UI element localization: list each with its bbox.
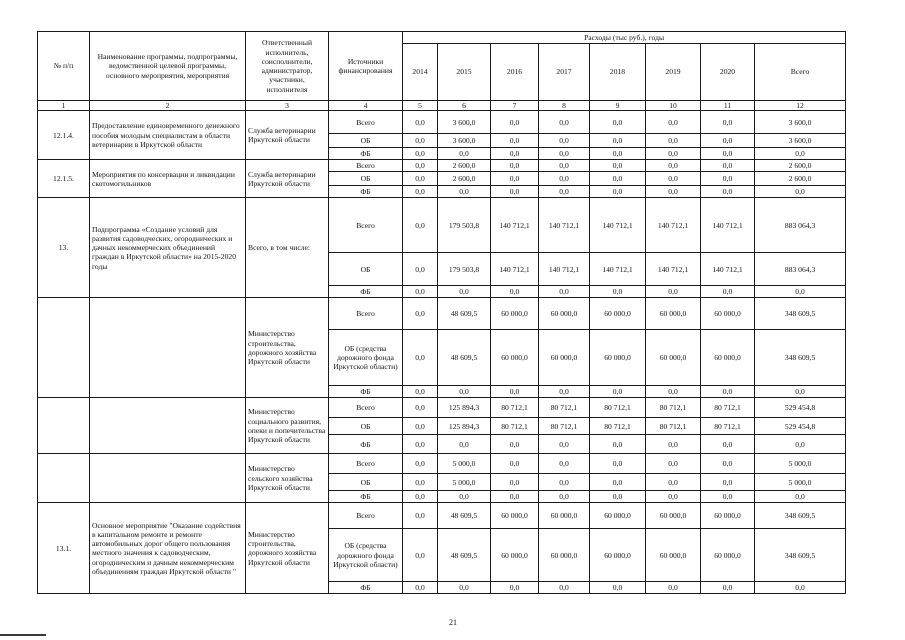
column-number: 5 bbox=[403, 101, 438, 111]
year-value-cell: 48 609,5 bbox=[438, 330, 491, 386]
year-value-cell: 0,0 bbox=[539, 111, 590, 134]
funding-source-cell: ОБ bbox=[329, 253, 403, 286]
year-value-cell: 60 000,0 bbox=[701, 298, 755, 330]
header-year: 2016 bbox=[491, 44, 539, 101]
year-value-cell: 0,0 bbox=[590, 491, 646, 503]
year-value-cell: 140 712,1 bbox=[539, 253, 590, 286]
header-year: 2017 bbox=[539, 44, 590, 101]
year-value-cell: 0,0 bbox=[646, 435, 701, 454]
year-value-cell: 0,0 bbox=[539, 148, 590, 160]
year-value-cell: 0,0 bbox=[590, 582, 646, 594]
year-value-cell: 0,0 bbox=[403, 529, 438, 582]
year-value-cell: 5 000,0 bbox=[438, 474, 491, 491]
year-value-cell: 80 712,1 bbox=[701, 418, 755, 435]
year-value-cell: 0,0 bbox=[701, 454, 755, 474]
year-value-cell: 60 000,0 bbox=[539, 529, 590, 582]
year-value-cell: 0,0 bbox=[403, 503, 438, 529]
row-number-cell: 13.1. bbox=[38, 503, 90, 594]
year-value-cell: 60 000,0 bbox=[701, 330, 755, 386]
year-value-cell: 0,0 bbox=[491, 582, 539, 594]
year-value-cell: 0,0 bbox=[701, 491, 755, 503]
column-number: 1 bbox=[38, 101, 90, 111]
total-value-cell: 348 609,5 bbox=[755, 529, 846, 582]
total-value-cell: 0,0 bbox=[755, 286, 846, 298]
page-number: 21 bbox=[449, 618, 457, 627]
year-value-cell: 0,0 bbox=[590, 386, 646, 398]
year-value-cell: 60 000,0 bbox=[646, 298, 701, 330]
funding-source-cell: Всего bbox=[329, 198, 403, 253]
year-value-cell: 0,0 bbox=[403, 111, 438, 134]
executor-cell: Служба ветеринарии Иркутской области bbox=[246, 111, 329, 160]
year-value-cell: 0,0 bbox=[539, 286, 590, 298]
funding-source-cell: Всего bbox=[329, 160, 403, 172]
year-value-cell: 0,0 bbox=[403, 198, 438, 253]
header-year: 2019 bbox=[646, 44, 701, 101]
program-name-cell: Подпрограмма «Создание условий для развития садоводческих, огороднических и дачных некоммерческих объединений граждан в Иркутской области» на 2015-2020 годы bbox=[90, 198, 246, 298]
table-row bbox=[38, 298, 846, 330]
funding-source-cell: ОБ bbox=[329, 474, 403, 491]
year-value-cell: 60 000,0 bbox=[701, 503, 755, 529]
year-value-cell: 0,0 bbox=[491, 474, 539, 491]
total-value-cell: 529 454,8 bbox=[755, 418, 846, 435]
header-year: 2014 bbox=[403, 44, 438, 101]
table-body bbox=[38, 111, 846, 594]
total-value-cell: 0,0 bbox=[755, 186, 846, 198]
funding-source-cell: ФБ bbox=[329, 435, 403, 454]
total-value-cell: 5 000,0 bbox=[755, 454, 846, 474]
funding-source-cell: Всего bbox=[329, 454, 403, 474]
year-value-cell: 179 503,8 bbox=[438, 198, 491, 253]
total-value-cell: 0,0 bbox=[755, 386, 846, 398]
year-value-cell: 0,0 bbox=[701, 286, 755, 298]
executor-cell: Министерство сельского хозяйства Иркутской области bbox=[246, 454, 329, 503]
year-value-cell: 0,0 bbox=[403, 160, 438, 172]
total-value-cell: 883 064,3 bbox=[755, 253, 846, 286]
year-value-cell: 0,0 bbox=[646, 454, 701, 474]
column-number: 4 bbox=[329, 101, 403, 111]
year-value-cell: 60 000,0 bbox=[491, 529, 539, 582]
year-value-cell: 140 712,1 bbox=[491, 198, 539, 253]
year-value-cell: 0,0 bbox=[701, 474, 755, 491]
program-name-cell bbox=[90, 454, 246, 503]
column-number: 2 bbox=[90, 101, 246, 111]
program-name-cell bbox=[90, 298, 246, 398]
funding-source-cell: Всего bbox=[329, 298, 403, 330]
executor-cell: Служба ветеринарии Иркутской области bbox=[246, 160, 329, 198]
funding-source-cell: ФБ bbox=[329, 148, 403, 160]
year-value-cell: 125 894,3 bbox=[438, 418, 491, 435]
year-value-cell: 0,0 bbox=[403, 134, 438, 148]
year-value-cell: 140 712,1 bbox=[539, 198, 590, 253]
year-value-cell: 0,0 bbox=[701, 160, 755, 172]
year-value-cell: 0,0 bbox=[491, 454, 539, 474]
total-value-cell: 348 609,5 bbox=[755, 330, 846, 386]
header-num: № п/п bbox=[38, 32, 90, 101]
header-name: Наименование программы, подпрограммы, ведомственной целевой программы, основного мероприятия, мероприятия bbox=[90, 32, 246, 101]
year-value-cell: 0,0 bbox=[590, 286, 646, 298]
year-value-cell: 140 712,1 bbox=[646, 253, 701, 286]
year-value-cell: 0,0 bbox=[701, 435, 755, 454]
year-value-cell: 60 000,0 bbox=[491, 330, 539, 386]
funding-source-cell: ФБ bbox=[329, 386, 403, 398]
year-value-cell: 140 712,1 bbox=[646, 198, 701, 253]
column-number: 11 bbox=[701, 101, 755, 111]
executor-cell: Министерство социального развития, опеки и попечительства Иркутской области bbox=[246, 398, 329, 454]
year-value-cell: 0,0 bbox=[539, 435, 590, 454]
year-value-cell: 2 600,0 bbox=[438, 172, 491, 186]
year-value-cell: 0,0 bbox=[403, 148, 438, 160]
total-value-cell: 0,0 bbox=[755, 491, 846, 503]
funding-source-cell: Всего bbox=[329, 503, 403, 529]
year-value-cell: 60 000,0 bbox=[491, 298, 539, 330]
program-name-cell: Предоставление единовременного денежного пособия молодым специалистам в области ветеринарии в Иркутской области bbox=[90, 111, 246, 160]
table-row bbox=[38, 398, 846, 418]
year-value-cell: 80 712,1 bbox=[539, 418, 590, 435]
year-value-cell: 0,0 bbox=[438, 582, 491, 594]
year-value-cell: 0,0 bbox=[491, 386, 539, 398]
year-value-cell: 60 000,0 bbox=[701, 529, 755, 582]
funding-source-cell: ОБ bbox=[329, 418, 403, 435]
year-value-cell: 60 000,0 bbox=[646, 529, 701, 582]
year-value-cell: 0,0 bbox=[539, 160, 590, 172]
year-value-cell: 60 000,0 bbox=[539, 503, 590, 529]
funding-source-cell: Всего bbox=[329, 111, 403, 134]
year-value-cell: 0,0 bbox=[491, 172, 539, 186]
year-value-cell: 0,0 bbox=[646, 148, 701, 160]
year-value-cell: 0,0 bbox=[491, 111, 539, 134]
year-value-cell: 0,0 bbox=[539, 454, 590, 474]
header-year: 2018 bbox=[590, 44, 646, 101]
table-row bbox=[38, 160, 846, 172]
row-number-cell bbox=[38, 398, 90, 454]
year-value-cell: 0,0 bbox=[539, 491, 590, 503]
total-value-cell: 0,0 bbox=[755, 582, 846, 594]
funding-source-cell: ФБ bbox=[329, 491, 403, 503]
year-value-cell: 60 000,0 bbox=[590, 298, 646, 330]
year-value-cell: 0,0 bbox=[590, 111, 646, 134]
year-value-cell: 0,0 bbox=[646, 172, 701, 186]
year-value-cell: 0,0 bbox=[539, 582, 590, 594]
row-number-cell bbox=[38, 298, 90, 398]
total-value-cell: 883 064,3 bbox=[755, 198, 846, 253]
budget-table bbox=[37, 31, 846, 594]
year-value-cell: 0,0 bbox=[590, 134, 646, 148]
year-value-cell: 0,0 bbox=[701, 186, 755, 198]
year-value-cell: 140 712,1 bbox=[590, 198, 646, 253]
year-value-cell: 0,0 bbox=[646, 582, 701, 594]
table-row bbox=[38, 454, 846, 474]
year-value-cell: 0,0 bbox=[403, 286, 438, 298]
year-value-cell: 48 609,5 bbox=[438, 503, 491, 529]
year-value-cell: 60 000,0 bbox=[590, 330, 646, 386]
year-value-cell: 0,0 bbox=[539, 474, 590, 491]
funding-source-cell: ФБ bbox=[329, 286, 403, 298]
year-value-cell: 0,0 bbox=[403, 186, 438, 198]
year-value-cell: 0,0 bbox=[403, 435, 438, 454]
column-number: 10 bbox=[646, 101, 701, 111]
year-value-cell: 0,0 bbox=[646, 386, 701, 398]
year-value-cell: 0,0 bbox=[590, 172, 646, 186]
year-value-cell: 60 000,0 bbox=[539, 298, 590, 330]
total-value-cell: 3 600,0 bbox=[755, 111, 846, 134]
year-value-cell: 0,0 bbox=[403, 418, 438, 435]
year-value-cell: 0,0 bbox=[701, 582, 755, 594]
year-value-cell: 60 000,0 bbox=[646, 503, 701, 529]
year-value-cell: 60 000,0 bbox=[590, 529, 646, 582]
year-value-cell: 0,0 bbox=[491, 286, 539, 298]
year-value-cell: 0,0 bbox=[438, 491, 491, 503]
executor-cell: Всего, в том числе: bbox=[246, 198, 329, 298]
year-value-cell: 80 712,1 bbox=[539, 398, 590, 418]
header-year: 2020 bbox=[701, 44, 755, 101]
year-value-cell: 0,0 bbox=[590, 160, 646, 172]
total-value-cell: 2 600,0 bbox=[755, 160, 846, 172]
scan-edge-mark bbox=[0, 634, 46, 636]
year-value-cell: 0,0 bbox=[403, 386, 438, 398]
year-value-cell: 48 609,5 bbox=[438, 298, 491, 330]
table-row bbox=[38, 198, 846, 253]
header-expenses: Расходы (тыс руб.), годы bbox=[403, 32, 846, 44]
year-value-cell: 0,0 bbox=[646, 134, 701, 148]
column-number: 9 bbox=[590, 101, 646, 111]
header-executor: Ответственный исполнитель, соисполнители, администратор, участники, исполнителя bbox=[246, 32, 329, 101]
program-name-cell: Основное мероприятие "Оказание содействия в капитальном ремонте и ремонте автомобильных дорог общего пользования местного значения к садоводческим, огородническим и дачным некоммерческим объединениям граждан Иркутской области " bbox=[90, 503, 246, 594]
year-value-cell: 0,0 bbox=[403, 582, 438, 594]
year-value-cell: 0,0 bbox=[590, 435, 646, 454]
total-value-cell: 2 600,0 bbox=[755, 172, 846, 186]
year-value-cell: 0,0 bbox=[590, 474, 646, 491]
year-value-cell: 60 000,0 bbox=[590, 503, 646, 529]
year-value-cell: 0,0 bbox=[403, 454, 438, 474]
row-number-cell: 12.1.5. bbox=[38, 160, 90, 198]
header-year: 2015 bbox=[438, 44, 491, 101]
column-number: 7 bbox=[491, 101, 539, 111]
year-value-cell: 0,0 bbox=[701, 111, 755, 134]
year-value-cell: 140 712,1 bbox=[701, 253, 755, 286]
year-value-cell: 0,0 bbox=[701, 386, 755, 398]
budget-table-sheet bbox=[37, 31, 845, 593]
year-value-cell: 0,0 bbox=[590, 186, 646, 198]
header-total: Всего bbox=[755, 44, 846, 101]
year-value-cell: 140 712,1 bbox=[590, 253, 646, 286]
funding-source-cell: ОБ bbox=[329, 172, 403, 186]
year-value-cell: 140 712,1 bbox=[701, 198, 755, 253]
year-value-cell: 0,0 bbox=[403, 172, 438, 186]
year-value-cell: 48 609,5 bbox=[438, 529, 491, 582]
total-value-cell: 0,0 bbox=[755, 435, 846, 454]
year-value-cell: 0,0 bbox=[403, 491, 438, 503]
year-value-cell: 60 000,0 bbox=[491, 503, 539, 529]
year-value-cell: 0,0 bbox=[491, 134, 539, 148]
year-value-cell: 0,0 bbox=[403, 398, 438, 418]
program-name-cell bbox=[90, 398, 246, 454]
year-value-cell: 80 712,1 bbox=[701, 398, 755, 418]
year-value-cell: 0,0 bbox=[590, 454, 646, 474]
year-value-cell: 0,0 bbox=[539, 386, 590, 398]
year-value-cell: 0,0 bbox=[701, 134, 755, 148]
year-value-cell: 0,0 bbox=[646, 186, 701, 198]
year-value-cell: 0,0 bbox=[438, 148, 491, 160]
funding-source-cell: ОБ (средства дорожного фонда Иркутской области) bbox=[329, 330, 403, 386]
funding-source-cell: ОБ bbox=[329, 134, 403, 148]
year-value-cell: 0,0 bbox=[646, 491, 701, 503]
executor-cell: Министерство строительства, дорожного хозяйства Иркутской области bbox=[246, 298, 329, 398]
year-value-cell: 140 712,1 bbox=[491, 253, 539, 286]
total-value-cell: 348 609,5 bbox=[755, 298, 846, 330]
year-value-cell: 80 712,1 bbox=[491, 398, 539, 418]
year-value-cell: 60 000,0 bbox=[539, 330, 590, 386]
year-value-cell: 0,0 bbox=[491, 186, 539, 198]
year-value-cell: 0,0 bbox=[491, 148, 539, 160]
column-number: 12 bbox=[755, 101, 846, 111]
column-number: 8 bbox=[539, 101, 590, 111]
table-row bbox=[38, 111, 846, 134]
column-number: 3 bbox=[246, 101, 329, 111]
year-value-cell: 0,0 bbox=[403, 298, 438, 330]
column-number: 6 bbox=[438, 101, 491, 111]
year-value-cell: 80 712,1 bbox=[491, 418, 539, 435]
year-value-cell: 0,0 bbox=[590, 148, 646, 160]
year-value-cell: 3 600,0 bbox=[438, 111, 491, 134]
total-value-cell: 5 000,0 bbox=[755, 474, 846, 491]
year-value-cell: 0,0 bbox=[646, 474, 701, 491]
table-row bbox=[38, 503, 846, 529]
year-value-cell: 0,0 bbox=[491, 435, 539, 454]
year-value-cell: 179 503,8 bbox=[438, 253, 491, 286]
program-name-cell: Мероприятия по консервации и ликвидации скотомогильников bbox=[90, 160, 246, 198]
year-value-cell: 0,0 bbox=[438, 386, 491, 398]
total-value-cell: 0,0 bbox=[755, 148, 846, 160]
year-value-cell: 0,0 bbox=[646, 160, 701, 172]
header-sources: Источники финансирования bbox=[329, 32, 403, 101]
year-value-cell: 2 600,0 bbox=[438, 160, 491, 172]
total-value-cell: 3 600,0 bbox=[755, 134, 846, 148]
year-value-cell: 0,0 bbox=[646, 111, 701, 134]
year-value-cell: 0,0 bbox=[491, 160, 539, 172]
year-value-cell: 80 712,1 bbox=[590, 398, 646, 418]
year-value-cell: 0,0 bbox=[438, 286, 491, 298]
year-value-cell: 0,0 bbox=[403, 330, 438, 386]
year-value-cell: 0,0 bbox=[646, 286, 701, 298]
year-value-cell: 80 712,1 bbox=[646, 398, 701, 418]
year-value-cell: 3 600,0 bbox=[438, 134, 491, 148]
year-value-cell: 0,0 bbox=[491, 491, 539, 503]
year-value-cell: 0,0 bbox=[438, 186, 491, 198]
year-value-cell: 0,0 bbox=[403, 253, 438, 286]
year-value-cell: 0,0 bbox=[539, 186, 590, 198]
year-value-cell: 0,0 bbox=[539, 134, 590, 148]
year-value-cell: 125 894,3 bbox=[438, 398, 491, 418]
year-value-cell: 80 712,1 bbox=[590, 418, 646, 435]
funding-source-cell: ОБ (средства дорожного фонда Иркутской области) bbox=[329, 529, 403, 582]
executor-cell: Министерство строительства, дорожного хозяйства Иркутской области bbox=[246, 503, 329, 594]
year-value-cell: 80 712,1 bbox=[646, 418, 701, 435]
row-number-cell: 12.1.4. bbox=[38, 111, 90, 160]
total-value-cell: 529 454,8 bbox=[755, 398, 846, 418]
row-number-cell bbox=[38, 454, 90, 503]
year-value-cell: 0,0 bbox=[403, 474, 438, 491]
funding-source-cell: Всего bbox=[329, 398, 403, 418]
year-value-cell: 60 000,0 bbox=[646, 330, 701, 386]
funding-source-cell: ФБ bbox=[329, 582, 403, 594]
funding-source-cell: ФБ bbox=[329, 186, 403, 198]
year-value-cell: 0,0 bbox=[539, 172, 590, 186]
year-value-cell: 5 000,0 bbox=[438, 454, 491, 474]
year-value-cell: 0,0 bbox=[701, 148, 755, 160]
year-value-cell: 0,0 bbox=[701, 172, 755, 186]
total-value-cell: 348 609,5 bbox=[755, 503, 846, 529]
year-value-cell: 0,0 bbox=[438, 435, 491, 454]
row-number-cell: 13. bbox=[38, 198, 90, 298]
